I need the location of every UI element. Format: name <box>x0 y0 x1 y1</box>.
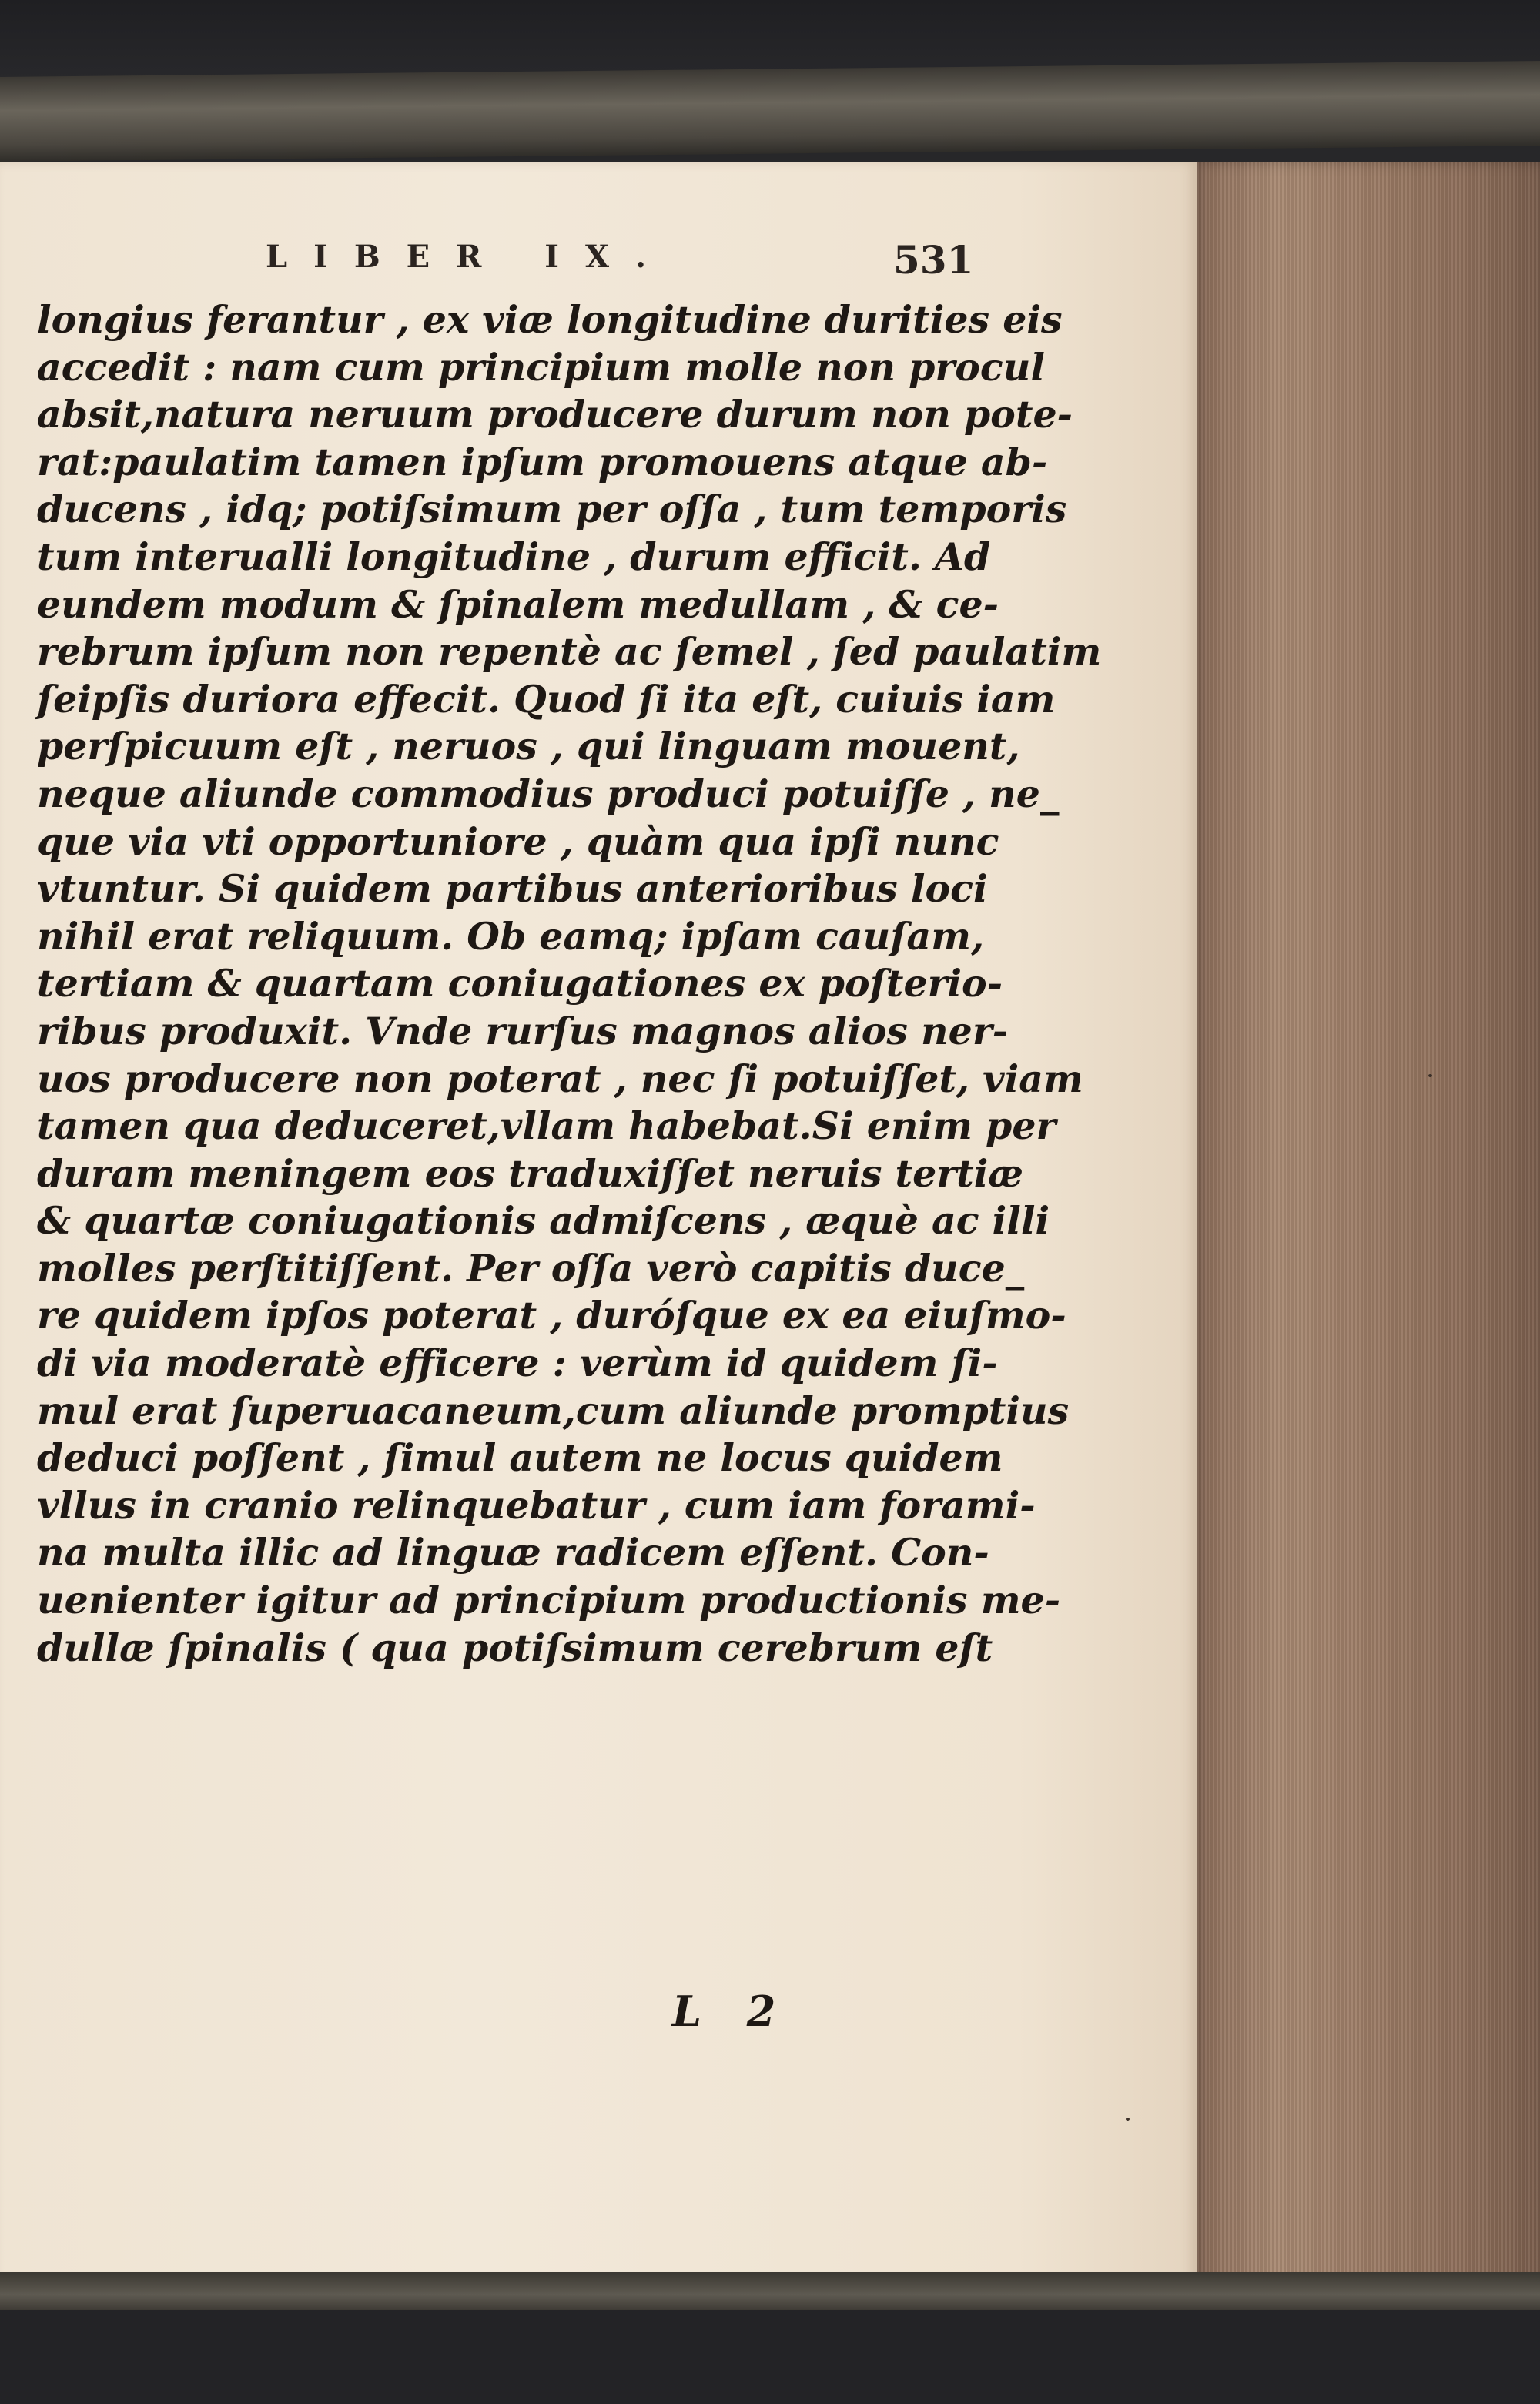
text-line: rat:paulatim tamen ipſum promouens atque ab- <box>37 439 1048 484</box>
page-block-edge <box>1190 162 1540 2287</box>
text-line: ducens , idq; potiſsimum per oſſa , tum temporis <box>37 487 1067 532</box>
text-line: molles perſtitiſſent. Per oſſa verò capitis duce_ <box>37 1245 1025 1291</box>
signature-mark: L 2 <box>672 1987 776 2036</box>
book-cover-top-edge <box>0 61 1540 162</box>
text-line: duram meningem eos traduxiſſet neruis tertiæ <box>37 1150 1024 1196</box>
body-text <box>37 296 1102 1672</box>
paper-speck <box>1126 2118 1130 2121</box>
text-line: re quidem ipſos poterat , duróſque ex ea eiuſmo- <box>37 1293 1066 1338</box>
text-line: tertiam & quartam coniugationes ex poſterio- <box>37 961 1003 1006</box>
text-line: que via vti opportuniore , quàm qua ipſi nunc <box>37 819 999 864</box>
background-bottom <box>0 2310 1540 2404</box>
text-line: dullæ ſpinalis ( qua potiſsimum cerebrum eſt <box>37 1625 993 1670</box>
paper-speck <box>1428 1074 1432 1077</box>
text-line: na multa illic ad linguæ radicem eſſent. Con- <box>37 1530 989 1575</box>
text-line: tum interualli longitudine , durum efficit. Ad <box>37 534 991 579</box>
text-line: vllus in cranio relinquebatur , cum iam forami- <box>37 1482 1036 1528</box>
text-line: tamen qua deduceret,vllam habebat.Si enim per <box>37 1103 1056 1149</box>
text-line: vtuntur. Si quidem partibus anterioribus loci <box>37 866 988 912</box>
text-line: ribus produxit. Vnde rurſus magnos alios ner- <box>37 1008 1009 1053</box>
text-line: perſpicuum eſt , neruos , qui linguam mouent, <box>37 724 1020 769</box>
text-line: mul erat ſuperuacaneum,cum aliunde promptius <box>37 1388 1070 1433</box>
text-line: & quartæ coniugationis admiſcens , æquè ac illi <box>37 1198 1050 1244</box>
running-head: LIBER IX. <box>266 239 672 275</box>
text-line: accedit : nam cum principium molle non procul <box>37 344 1045 390</box>
text-line: ſeipſis duriora effecit. Quod ſi ita eſt, cuiuis iam <box>37 676 1056 722</box>
page-number: 531 <box>893 237 974 283</box>
text-line: neque aliunde commodius produci potuiſſe , ne_ <box>37 771 1060 816</box>
text-line: uenienter igitur ad principium productionis me- <box>37 1578 1061 1623</box>
text-line: di via moderatè efficere : verùm id quidem ſi- <box>37 1341 998 1386</box>
text-line: nihil erat reliquum. Ob eamq; ipſam cauſam, <box>37 913 985 959</box>
text-line: eundem modum & ſpinalem medullam , & ce- <box>37 581 999 627</box>
text-line: longius ferantur , ex viæ longitudine durities eis <box>37 297 1063 342</box>
text-line: rebrum ipſum non repentè ac ſemel , ſed paulatim <box>37 629 1102 675</box>
text-line: absit,natura neruum producere durum non pote- <box>37 392 1073 437</box>
text-line: uos producere non poterat , nec ſi potuiſſet, viam <box>37 1056 1083 1101</box>
text-line: deduci poſſent , ſimul autem ne locus quidem <box>37 1435 1003 1481</box>
